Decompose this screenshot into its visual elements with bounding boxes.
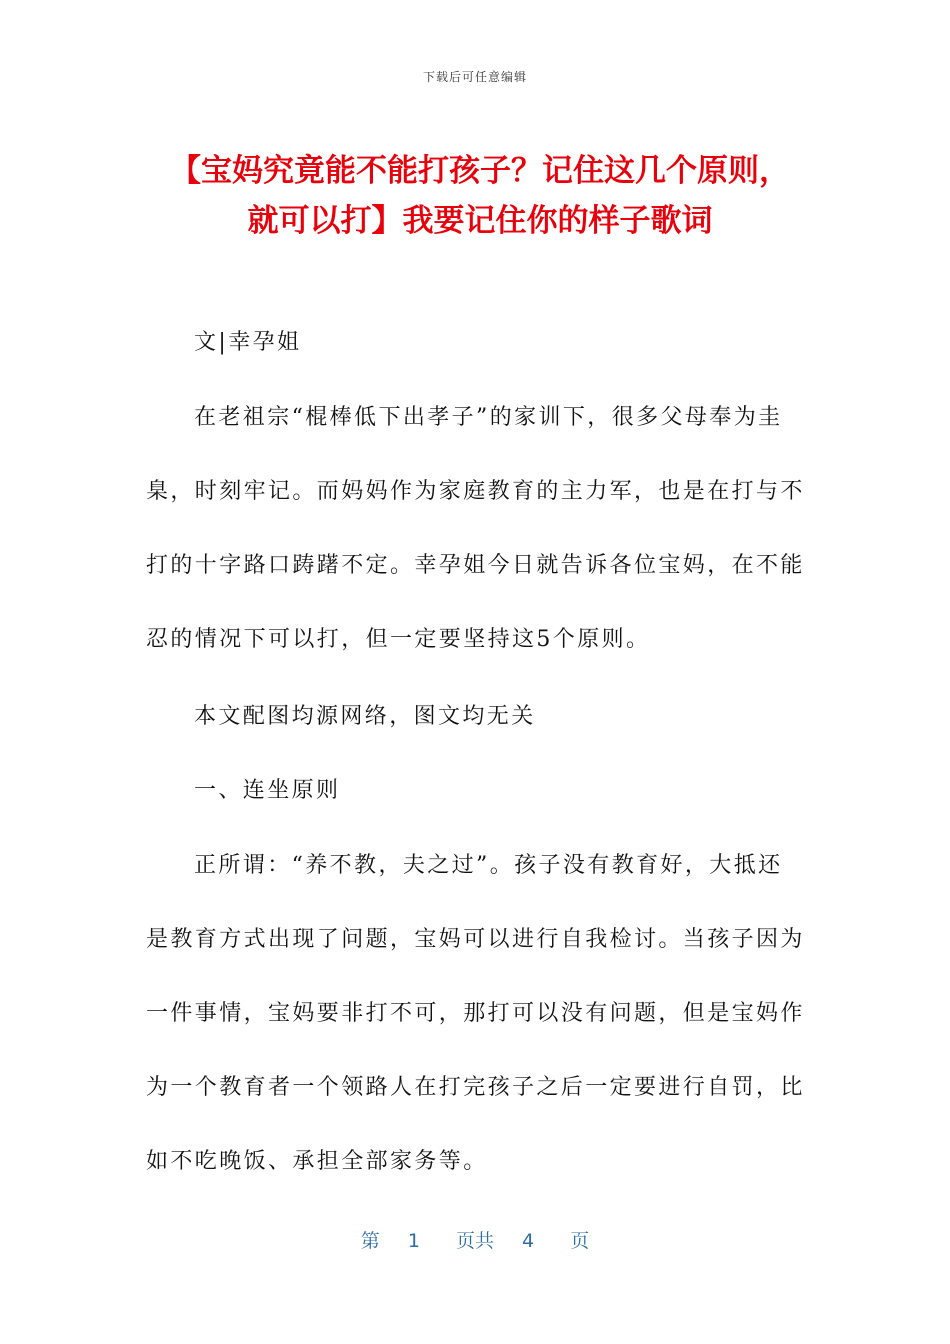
paragraph-2 (146, 829, 805, 1199)
paragraph-line: 如不吃晚饭、承担全部家务等。 (146, 1149, 488, 1174)
paragraph-1 (146, 381, 805, 677)
document-title (140, 146, 820, 246)
paragraph-line: 臬，时刻牢记。而妈妈作为家庭教育的主力军，也是在打与不 (146, 479, 805, 504)
title-line: 就可以打】我要记住你的样子歌词 (247, 203, 713, 239)
footer-page-number: 1 (407, 1230, 420, 1252)
header-note: 下载后可任意编辑 (422, 70, 527, 84)
image-note: 本文配图均源网络，图文均无关 (194, 704, 536, 729)
paragraph-line: 一件事情，宝妈要非打不可，那打可以没有问题，但是宝妈作 (146, 1001, 805, 1026)
paragraph-line: 打的十字路口踌躇不定。幸孕姐今日就告诉各位宝妈，在不能 (146, 553, 805, 578)
footer-page-prefix: 第 (360, 1230, 380, 1252)
footer-page-suffix: 页 (570, 1230, 590, 1252)
paragraph-line: 正所谓：“养不教，夫之过”。孩子没有教育好，大抵还 (194, 853, 783, 878)
paragraph-line: 是教育方式出现了问题，宝妈可以进行自我检讨。当孩子因为 (146, 927, 805, 952)
author-line: 文|幸孕姐 (194, 330, 302, 355)
paragraph-line: 在老祖宗“棍棒低下出孝子”的家训下，很多父母奉为圭 (194, 405, 783, 430)
author-line-block (146, 306, 796, 380)
title-line: 【宝妈究竟能不能打孩子？记住这几个原则， (170, 153, 790, 189)
page-footer (0, 1226, 950, 1253)
footer-page-mid: 页共 (455, 1230, 494, 1252)
paragraph-line: 忍的情况下可以打，但一定要坚持这5个原则。 (146, 627, 651, 652)
paragraph-line: 为一个教育者一个领路人在打完孩子之后一定要进行自罚，比 (146, 1075, 805, 1100)
footer-total-pages: 4 (522, 1230, 535, 1252)
section-heading: 一、连坐原则 (194, 778, 341, 803)
section-1-heading-block (146, 754, 796, 828)
image-note-block (146, 680, 796, 754)
